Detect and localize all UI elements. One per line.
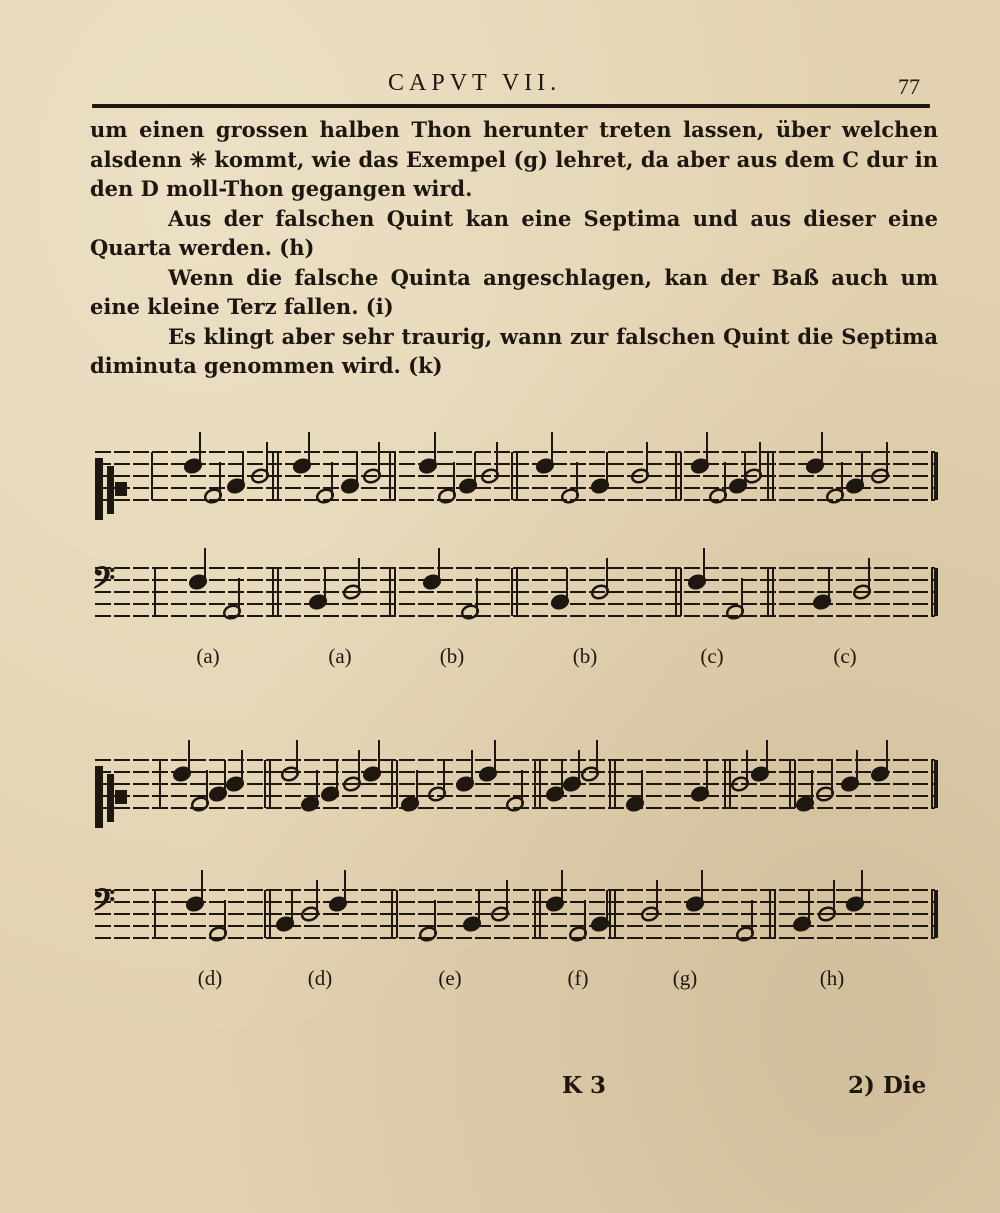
example-label: (e) <box>438 966 462 990</box>
example-label: (d) <box>197 966 223 990</box>
c-clef-icon <box>115 482 127 496</box>
example-label: (c) <box>833 644 857 668</box>
chapter-title: CAPVT VII. <box>388 70 562 96</box>
example-label: (g) <box>672 966 698 990</box>
example-label: (b) <box>572 644 598 668</box>
c-clef-icon <box>95 458 103 520</box>
staff-lines <box>95 452 935 938</box>
signature-mark: K 3 <box>562 1072 607 1099</box>
bass-clef-icon: 𝄢 <box>92 883 116 925</box>
paragraph-3: Wenn die falsche Quinta angeschlagen, kan der Baß auch um eine kleine Terz fallen. (i) <box>90 264 938 319</box>
catchword: 2) Die <box>848 1072 927 1099</box>
paragraph-4: Es klingt aber sehr traurig, wann zur falschen Quint die Septima diminuta genommen wird. (k) <box>90 323 938 378</box>
example-label: (d) <box>307 966 333 990</box>
paragraph-1: um einen grossen halben Thon herunter treten lassen, über welchen alsdenn ✳ kommt, wie das Exempel (g) lehret, da aber aus dem C dur in den D moll-Thon gegangen wird. <box>90 117 938 201</box>
c-clef-icon <box>107 466 114 514</box>
example-label: (b) <box>439 644 465 668</box>
example-label: (h) <box>819 966 845 990</box>
example-label: (a) <box>328 644 352 668</box>
c-clef-icon <box>95 766 103 828</box>
clefs <box>92 458 127 925</box>
paragraph-2: Aus der falschen Quint kan eine Septima und aus dieser eine Quarta werden. (h) <box>90 205 938 260</box>
example-label: (a) <box>196 644 220 668</box>
page-number: 77 <box>898 74 920 99</box>
bass-clef-icon: 𝄢 <box>92 561 116 603</box>
c-clef-icon <box>115 790 127 804</box>
example-label: (f) <box>567 966 589 990</box>
c-clef-icon <box>107 774 114 822</box>
example-label: (c) <box>700 644 724 668</box>
barlines <box>152 452 936 938</box>
notes <box>172 432 889 942</box>
